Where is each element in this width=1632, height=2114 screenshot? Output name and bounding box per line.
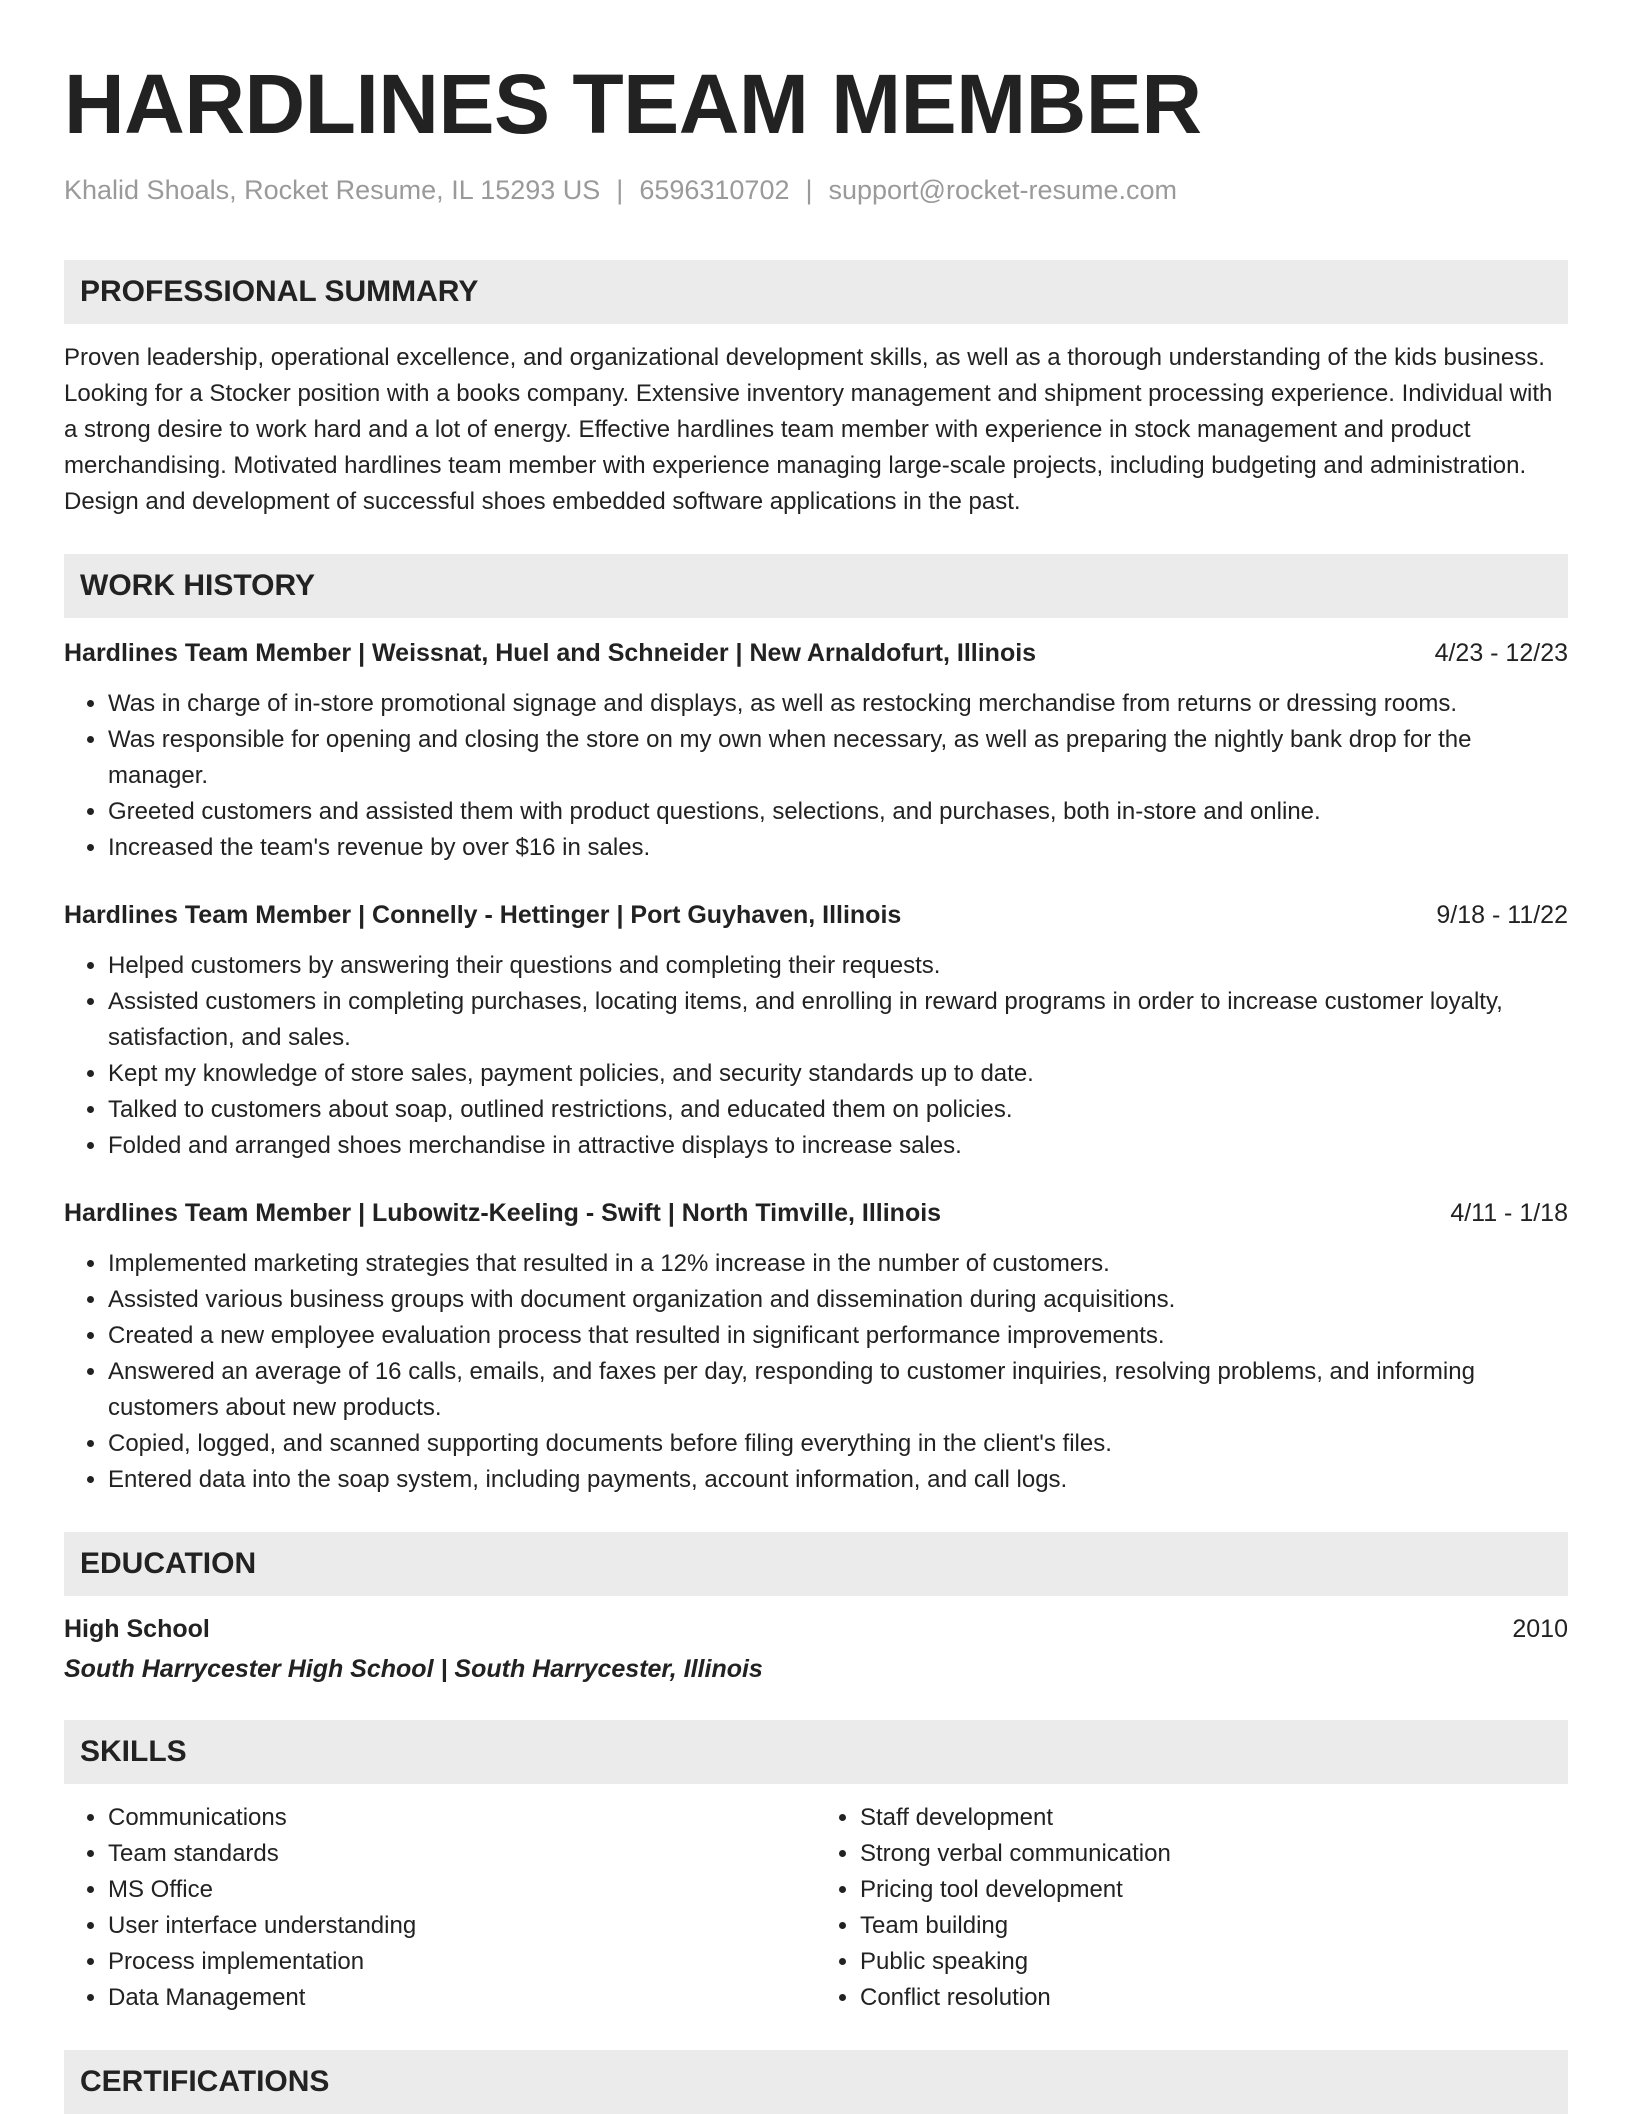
job-dates: 4/23 - 12/23 <box>1434 639 1568 667</box>
job-bullets <box>64 686 1568 866</box>
education-section <box>64 1532 1568 1686</box>
skill-item: • Team standards <box>108 1836 816 1872</box>
education-school: South Harrycester High School | South Harrycester, Illinois <box>64 1655 763 1683</box>
job-header <box>64 1196 1568 1230</box>
skills-section <box>64 1720 1568 2016</box>
job-bullet: • Talked to customers about soap, outlined restrictions, and educated them on policies. <box>108 1092 1568 1128</box>
skill-item: • Communications <box>108 1800 816 1836</box>
skill-item: • Staff development <box>860 1800 1568 1836</box>
job-title: Hardlines Team Member | Lubowitz-Keeling - Swift | North Timville, Illinois <box>64 1199 942 1227</box>
skill-item: • MS Office <box>108 1872 816 1908</box>
job-bullet: • Increased the team's revenue by over $16 in sales. <box>108 830 1568 866</box>
job-title: Hardlines Team Member | Weissnat, Huel and Schneider | New Arnaldofurt, Illinois <box>64 639 1037 667</box>
job-bullet: • Copied, logged, and scanned supporting documents before filing everything in the client's files. <box>108 1426 1568 1462</box>
job-bullet: • Assisted various business groups with document organization and dissemination during acquisitions. <box>108 1282 1568 1318</box>
education-heading: EDUCATION <box>64 1532 1568 1596</box>
resume-title: HARDLINES TEAM MEMBER <box>64 57 1202 151</box>
job-dates: 9/18 - 11/22 <box>1436 901 1568 929</box>
summary-heading: PROFESSIONAL SUMMARY <box>64 260 1568 324</box>
job-entry <box>64 1196 1568 1498</box>
contact-email: support@rocket-resume.com <box>828 175 1178 205</box>
job-bullet: • Assisted customers in completing purchases, locating items, and enrolling in reward programs in order to increase customer loyalty, satisfaction, and sales. <box>108 984 1568 1056</box>
skill-item: • Process implementation <box>108 1944 816 1980</box>
skill-item: • User interface understanding <box>108 1908 816 1944</box>
job-bullet: • Was in charge of in-store promotional signage and displays, as well as restocking merchandise from returns or dressing rooms. <box>108 686 1568 722</box>
skill-item: • Conflict resolution <box>860 1980 1568 2016</box>
job-title: Hardlines Team Member | Connelly - Hettinger | Port Guyhaven, Illinois <box>64 901 902 929</box>
education-header <box>64 1612 1568 1646</box>
skill-item: • Data Management <box>108 1980 816 2016</box>
skill-item: • Public speaking <box>860 1944 1568 1980</box>
job-bullets <box>64 948 1568 1164</box>
skills-column-left <box>64 1800 816 2016</box>
contact-line <box>64 172 1568 208</box>
job-bullet: • Greeted customers and assisted them with product questions, selections, and purchases, both in-store and online. <box>108 794 1568 830</box>
certifications-heading: CERTIFICATIONS <box>64 2050 1568 2114</box>
skill-item: • Pricing tool development <box>860 1872 1568 1908</box>
skill-item: • Team building <box>860 1908 1568 1944</box>
summary-section <box>64 260 1568 520</box>
job-header <box>64 636 1568 670</box>
job-entry <box>64 898 1568 1164</box>
summary-text: Proven leadership, operational excellence, and organizational development skills, as well as a thorough understanding of the kids business. Looking for a Stocker position with a books company. Extensive inventory management and shipment processing experience. Individual with a strong desire to work hard and a lot of energy. Effective hardlines team member with experience in stock management and product merchandising. Motivated hardlines team member with experience managing large-scale projects, including budgeting and administration. Design and development of successful shoes embedded software applications in the past. <box>64 344 1553 515</box>
job-bullet: • Answered an average of 16 calls, emails, and faxes per day, responding to customer inquiries, resolving problems, and informing customers about new products. <box>108 1354 1568 1426</box>
job-bullet: • Helped customers by answering their questions and completing their requests. <box>108 948 1568 984</box>
skills-column-right <box>816 1800 1568 2016</box>
skills-grid <box>64 1800 1568 2016</box>
resume-page <box>64 0 1568 2114</box>
contact-address: Khalid Shoals, Rocket Resume, IL 15293 US <box>64 175 601 205</box>
job-bullet: • Was responsible for opening and closing the store on my own when necessary, as well as preparing the nightly bank drop for the manager. <box>108 722 1568 794</box>
job-bullet: • Implemented marketing strategies that resulted in a 12% increase in the number of customers. <box>108 1246 1568 1282</box>
job-entry <box>64 636 1568 866</box>
job-dates: 4/11 - 1/18 <box>1450 1199 1568 1227</box>
job-bullet: • Folded and arranged shoes merchandise in attractive displays to increase sales. <box>108 1128 1568 1164</box>
skills-list <box>816 1800 1568 2016</box>
job-header <box>64 898 1568 932</box>
work-history-heading: WORK HISTORY <box>64 554 1568 618</box>
education-degree: High School <box>64 1615 210 1643</box>
job-bullet: • Kept my knowledge of store sales, payment policies, and security standards up to date. <box>108 1056 1568 1092</box>
skill-item: • Strong verbal communication <box>860 1836 1568 1872</box>
skills-list <box>64 1800 816 2016</box>
education-entry <box>64 1612 1568 1686</box>
work-history-section <box>64 554 1568 1498</box>
job-bullet: • Entered data into the soap system, including payments, account information, and call logs. <box>108 1462 1568 1498</box>
job-bullet: • Created a new employee evaluation process that resulted in significant performance improvements. <box>108 1318 1568 1354</box>
skills-heading: SKILLS <box>64 1720 1568 1784</box>
certifications-section <box>64 2050 1568 2114</box>
contact-separator: | <box>616 175 624 205</box>
education-year: 2010 <box>1512 1615 1568 1643</box>
job-bullets <box>64 1246 1568 1498</box>
contact-separator: | <box>805 175 813 205</box>
contact-phone: 6596310702 <box>639 175 790 205</box>
